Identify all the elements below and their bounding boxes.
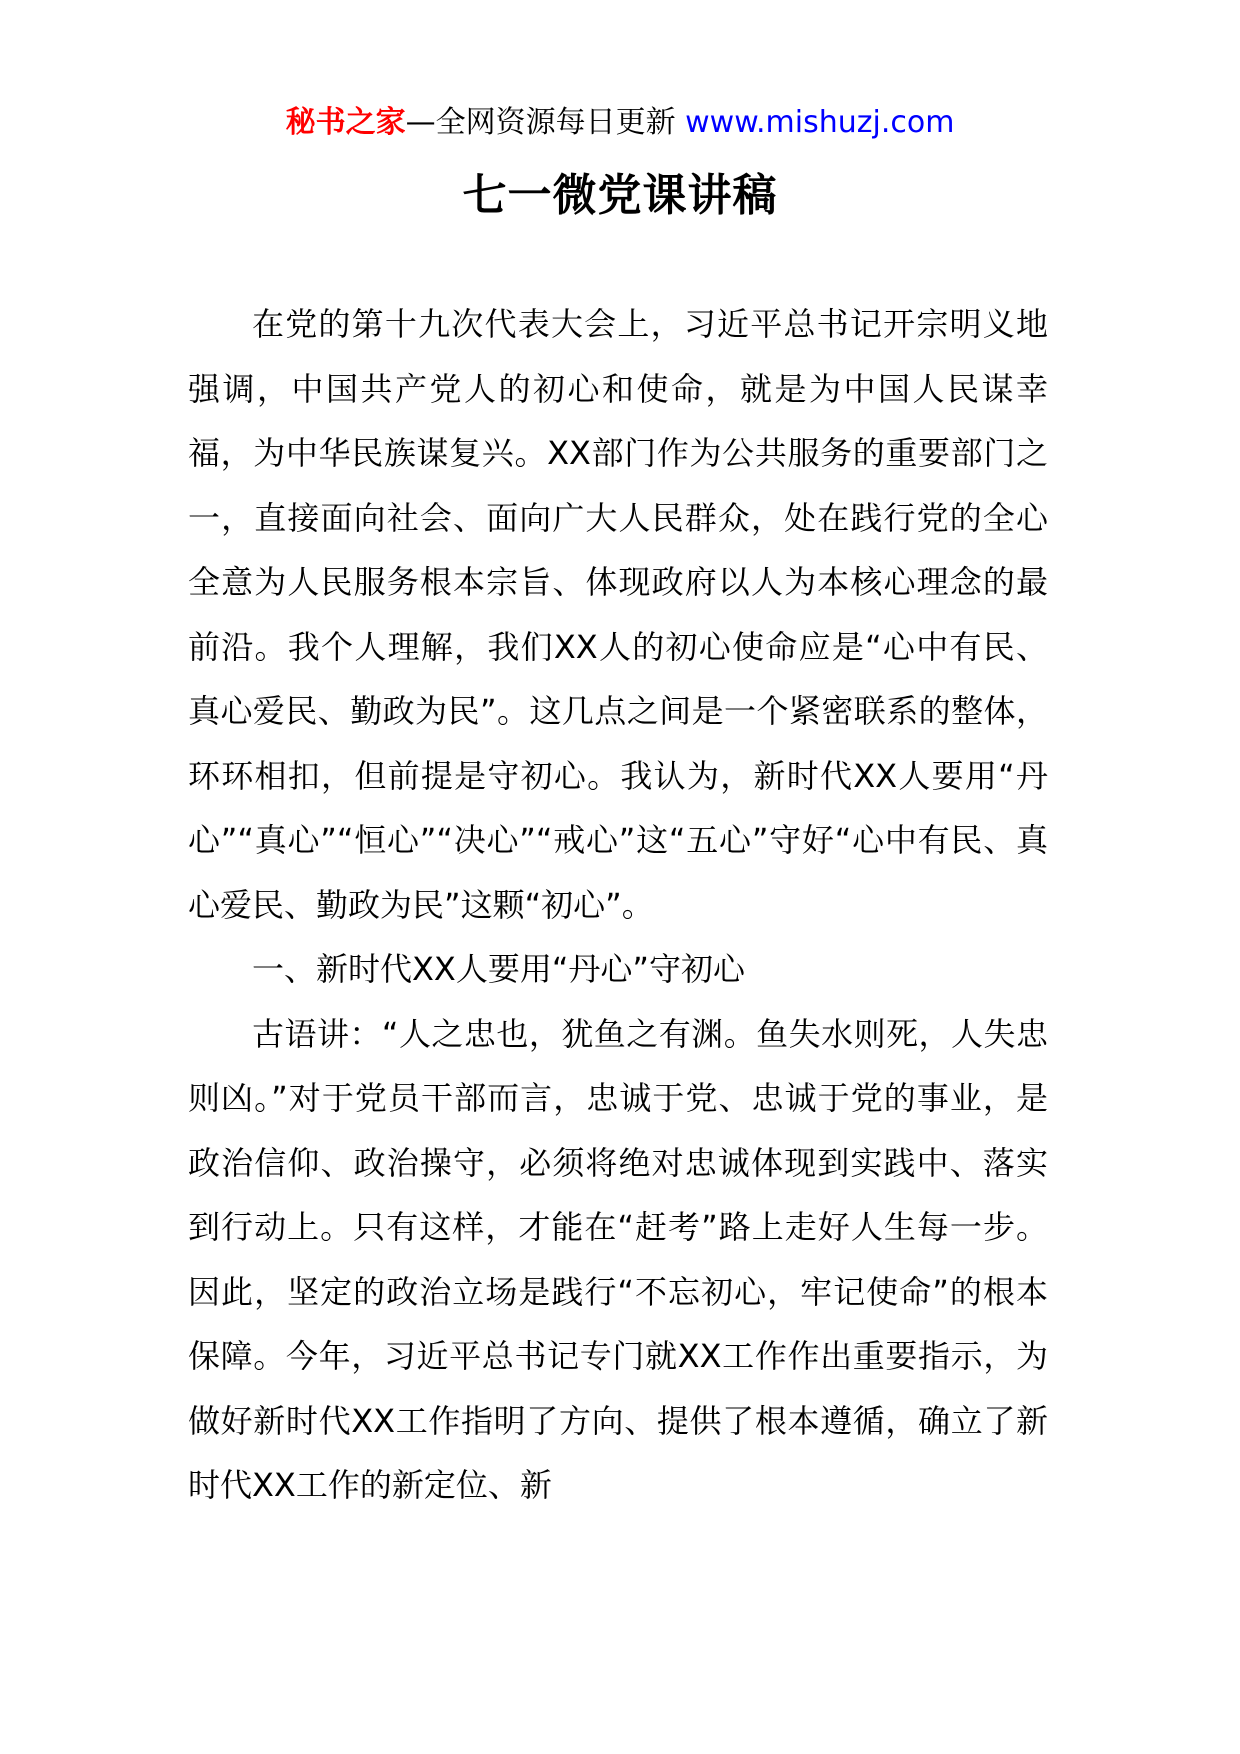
brand-name: 秘书之家 — [285, 105, 406, 140]
paragraph-section-1: 古语讲：“人之忠也，犹鱼之有渊。鱼失水则死，人失忠则凶。”对于党员干部而言，忠诚于党、忠诚于党的事业，是政治信仰、政治操守，必须将绝对忠诚体现到实践中、落实到行动上。只有这样，才能在“赶考”路上走好人生每一步。因此，坚定的政治立场是践行“不忘初心，牢记使命”的根本保障。今年，习近平总书记专门就XX工作作出重要指示，为做好新时代XX工作指明了方向、提供了根本遵循，确立了新时代XX工作的新定位、新 — [188, 1014, 1048, 1504]
document-title: 七一微党课讲稿 — [462, 170, 778, 221]
header-tagline: —全网资源每日更新 — [405, 105, 686, 140]
paragraph-intro: 在党的第十九次代表大会上，习近平总书记开宗明义地强调，中国共产党人的初心和使命，就是为中国人民谋幸福，为中华民族谋复兴。XX部门作为公共服务的重要部门之一，直接面向社会、面向广大人民群众，处在践行党的全心全意为人民服务根本宗旨、体现政府以人为本核心理念的最前沿。我个人理解，我们XX人的初心使命应是“心中有民、真心爱民、勤政为民”。这几点之间是一个紧密联系的整体，环环相扣，但前提是守初心。我认为，新时代XX人要用“丹心”“真心”“恒心”“决心”“戒心”这“五心”守好“心中有民、真心爱民、勤政为民”这颗“初心”。 — [188, 305, 1048, 924]
site-url-link[interactable]: www.mishuzj.com — [685, 105, 955, 140]
site-header — [0, 100, 1240, 146]
document-body — [188, 292, 1048, 1518]
section-heading-1: 一、新时代XX人要用“丹心”守初心 — [252, 950, 746, 988]
